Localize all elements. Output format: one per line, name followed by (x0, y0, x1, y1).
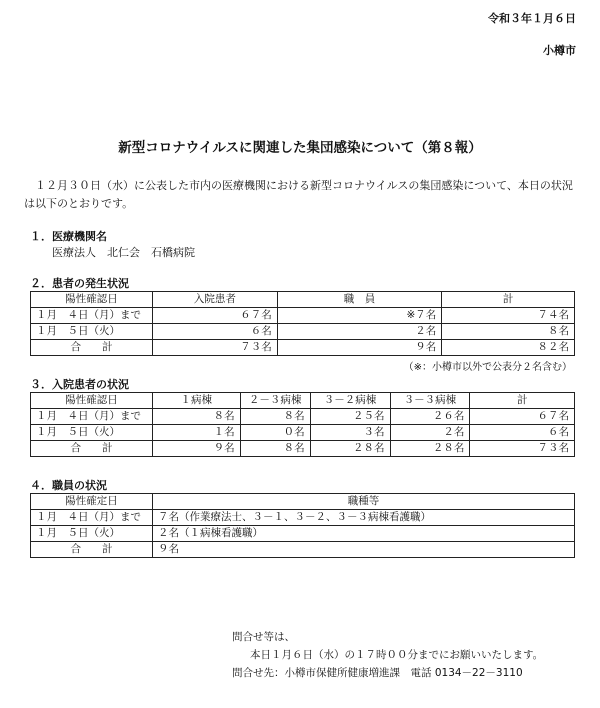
column-header: ３－３病棟 (390, 393, 470, 409)
column-header: １病棟 (152, 393, 240, 409)
table-header-row (31, 292, 575, 308)
table-cell: ８名 (442, 324, 575, 340)
table-cell: ０名 (240, 425, 310, 441)
table-total-row (31, 542, 575, 558)
document-title: 新型コロナウイルスに関連した集団感染について（第８報） (118, 140, 482, 156)
table-cell: ２８名 (310, 441, 390, 457)
table-cell: ３名 (310, 425, 390, 441)
column-header: 陽性確定日 (31, 494, 153, 510)
column-header: 入院患者 (152, 292, 277, 308)
section-3-heading: ３．入院患者の状況 (30, 378, 129, 391)
row-label: １月 ５日（火） (31, 324, 153, 340)
table-cell: ６７名 (152, 308, 277, 324)
table-cell: ６７名 (470, 409, 575, 425)
table-cell: ２６名 (390, 409, 470, 425)
row-label: １月 ５日（火） (31, 526, 153, 542)
table-cell: ２名（１病棟看護職） (152, 526, 574, 542)
section-2-heading: ２．患者の発生状況 (30, 277, 129, 290)
section-1-heading: １．医療機関名 (30, 230, 107, 243)
table-total-row (31, 340, 575, 356)
table-cell: ９名 (152, 542, 574, 558)
contact-deadline: 本日１月６日（水）の１７時００分までにお願いいたします。 (250, 649, 544, 661)
table-cell: ７名（作業療法士、３－１、３－２、３－３病棟看護職） (152, 510, 574, 526)
table-cell: ７３名 (470, 441, 575, 457)
table-row (31, 526, 575, 542)
table-cell: ２名 (277, 324, 442, 340)
row-label: １月 ４日（月）まで (31, 308, 153, 324)
facility-name: 医療法人 北仁会 石橋病院 (52, 246, 195, 259)
table-cell: ２名 (390, 425, 470, 441)
staff-status-table (30, 493, 575, 558)
section-4-heading: ４．職員の状況 (30, 479, 107, 492)
table-cell: ８２名 (442, 340, 575, 356)
table-cell: ８名 (152, 409, 240, 425)
table-row (31, 324, 575, 340)
table-row (31, 308, 575, 324)
column-header: 職 員 (277, 292, 442, 308)
row-label: １月 ５日（火） (31, 425, 153, 441)
row-label: 合 計 (31, 441, 153, 457)
column-header: 陽性確認日 (31, 393, 153, 409)
table-header-row (31, 393, 575, 409)
patient-cases-table (30, 291, 575, 356)
column-header: ２－３病棟 (240, 393, 310, 409)
table-cell: ２５名 (310, 409, 390, 425)
table-cell: ９名 (277, 340, 442, 356)
table-cell: ※７名 (277, 308, 442, 324)
column-header: 陽性確認日 (31, 292, 153, 308)
column-header: 計 (442, 292, 575, 308)
row-label: １月 ４日（月）まで (31, 510, 153, 526)
intro-paragraph: １２月３０日（水）に公表した市内の医療機関における新型コロナウイルスの集団感染について、本日の状況は以下のとおりです。 (24, 179, 573, 210)
contact-intro: 問合せ等は、 (232, 631, 295, 643)
table-header-row (31, 494, 575, 510)
column-header: 計 (470, 393, 575, 409)
table-row (31, 425, 575, 441)
table-cell: ６名 (152, 324, 277, 340)
table-cell: ９名 (152, 441, 240, 457)
row-label: 合 計 (31, 542, 153, 558)
issue-date: 令和３年１月６日 (488, 12, 576, 25)
issuer-name: 小樽市 (543, 44, 576, 57)
column-header: 職種等 (152, 494, 574, 510)
table-cell: ７３名 (152, 340, 277, 356)
table-row (31, 409, 575, 425)
table-footnote: （※：小樽市以外で公表分２名含む） (403, 362, 572, 373)
table-row (31, 510, 575, 526)
table-cell: ７４名 (442, 308, 575, 324)
table-cell: １名 (152, 425, 240, 441)
table-cell: ２８名 (390, 441, 470, 457)
row-label: １月 ４日（月）まで (31, 409, 153, 425)
table-cell: ６名 (470, 425, 575, 441)
row-label: 合 計 (31, 340, 153, 356)
table-total-row (31, 441, 575, 457)
table-cell: ８名 (240, 409, 310, 425)
column-header: ３－２病棟 (310, 393, 390, 409)
table-cell: ８名 (240, 441, 310, 457)
contact-info: 問合せ先：小樽市保健所健康増進課 電話 0134－22－3110 (232, 667, 523, 679)
inpatient-status-table (30, 392, 575, 457)
